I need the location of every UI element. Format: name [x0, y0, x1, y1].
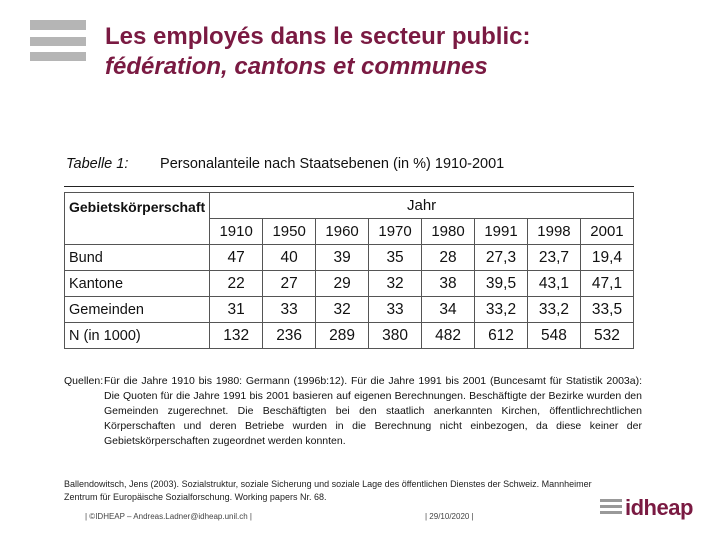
row-label: Bund: [65, 245, 210, 271]
table-cell: 289: [316, 323, 369, 349]
table-cell: 22: [210, 271, 263, 297]
table-cell: 47: [210, 245, 263, 271]
table-cell: 32: [316, 297, 369, 323]
table-cell: 532: [580, 323, 633, 349]
table-cell: 40: [263, 245, 316, 271]
row-label: Gemeinden: [65, 297, 210, 323]
row-label: Kantone: [65, 271, 210, 297]
footer-contact: | ©IDHEAP – Andreas.Ladner@idheap.unil.ch |: [85, 512, 253, 521]
table-cell: 27: [263, 271, 316, 297]
sources-note: [64, 374, 642, 449]
year-cell: 1980: [422, 219, 475, 245]
table-caption: [66, 156, 504, 172]
table-cell: 34: [422, 297, 475, 323]
table-cell: 27,3: [475, 245, 528, 271]
personnel-table: [64, 192, 634, 349]
year-cell: 1910: [210, 219, 263, 245]
idheap-logo-bars: [30, 20, 86, 67]
year-cell: 2001: [580, 219, 633, 245]
table-caption-text: Personalanteile nach Staatsebenen (in %) 1910-2001: [160, 156, 505, 172]
group-header-year: Jahr: [210, 193, 634, 219]
brand-bars-icon: [600, 499, 622, 517]
table-cell: 23,7: [527, 245, 580, 271]
table-cell: 33,2: [527, 297, 580, 323]
table-cell: 33,2: [475, 297, 528, 323]
table-cell: 47,1: [580, 271, 633, 297]
year-cell: 1950: [263, 219, 316, 245]
table-cell: 43,1: [527, 271, 580, 297]
table-cell: 35: [369, 245, 422, 271]
table-cell: 548: [527, 323, 580, 349]
slide-title-line2: fédération, cantons et communes: [105, 53, 488, 80]
logo-bar: [30, 52, 86, 61]
table-cell: 482: [422, 323, 475, 349]
row-label: N (in 1000): [65, 323, 210, 349]
table-caption-label: Tabelle 1:: [66, 156, 129, 172]
table-row: [65, 297, 634, 323]
table-cell: 38: [422, 271, 475, 297]
logo-bar: [30, 20, 86, 30]
year-cell: 1991: [475, 219, 528, 245]
table-row: [65, 245, 634, 271]
table-cell: 612: [475, 323, 528, 349]
table-cell: 236: [263, 323, 316, 349]
table-cell: 19,4: [580, 245, 633, 271]
citation: Ballendowitsch, Jens (2003). Sozialstruktur, soziale Sicherung und soziale Lage des öffentlichen Dienstes der Schweiz. Mannheimer Zentrum für Europäische Sozialforschung. Working papers Nr. 68.: [64, 479, 592, 502]
table-cell: 132: [210, 323, 263, 349]
table-cell: 33,5: [580, 297, 633, 323]
slide-title-line1: Les employés dans le secteur public:: [105, 23, 531, 50]
table-cell: 31: [210, 297, 263, 323]
idheap-brand-logo: [600, 495, 693, 521]
year-cell: 1970: [369, 219, 422, 245]
year-cell: 1960: [316, 219, 369, 245]
table-cell: 32: [369, 271, 422, 297]
table-top-rule: [64, 186, 634, 187]
table-row: [65, 271, 634, 297]
table-cell: 39,5: [475, 271, 528, 297]
table-row: [65, 323, 634, 349]
year-cell: 1998: [527, 219, 580, 245]
table-cell: 380: [369, 323, 422, 349]
sources-text: Für die Jahre 1910 bis 1980: Germann (1996b:12). Für die Jahre 1991 bis 2001 (Buncesamt für Statistik 2003a): Die Quoten für die Jahre 1991 bis 2001 basieren auf eigenen Berechnungen. Beschäftigte der Bezirke wurden den Gemeinden zugerechnet. Die Beschäftigten bei den staatlich anerkannten Kirchen, öffentlichrechtlichen Körperschaften und deren Betriebe wurden in die Berechnung nicht einbezogen, da diese keiner der Gebietskörperschaften zugeordnet werden konnten.: [104, 375, 642, 447]
table-header-row: [65, 193, 634, 219]
slide-title: [105, 22, 705, 82]
brand-wordmark: idheap: [625, 495, 693, 520]
row-header: Gebietskörperschaft: [65, 193, 210, 245]
footer-date: | 29/10/2020 |: [425, 512, 474, 521]
table-cell: 33: [263, 297, 316, 323]
sources-label: Quellen:: [64, 375, 104, 387]
logo-bar: [30, 37, 86, 46]
table-cell: 33: [369, 297, 422, 323]
table-cell: 29: [316, 271, 369, 297]
table-cell: 28: [422, 245, 475, 271]
table-cell: 39: [316, 245, 369, 271]
